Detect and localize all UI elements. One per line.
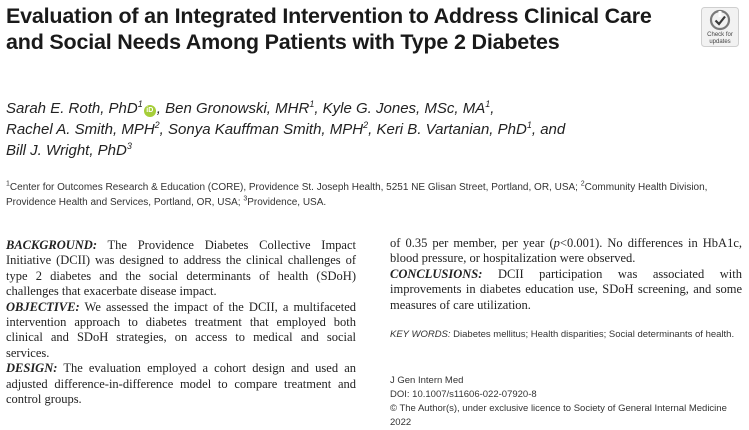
- badge-text-line2: updates: [709, 39, 731, 45]
- article-title: Evaluation of an Integrated Intervention to Address Clinical Care and Social Needs Among Patients with Type 2 Diabetes: [6, 4, 652, 54]
- author-affil-sup: 2: [154, 120, 160, 130]
- affil-text: Center for Outcomes Research & Education (CORE), Providence St. Joseph Health, 5251 NE Glisan Street, Portland, OR, USA;: [9, 182, 578, 193]
- section-label: OBJECTIVE:: [6, 299, 80, 314]
- article-meta: [390, 374, 742, 430]
- check-for-updates-badge[interactable]: [701, 7, 739, 47]
- author-affil-sup: 1: [526, 120, 532, 130]
- p-value-symbol: p: [553, 236, 560, 250]
- author-affil-sup: 2: [363, 120, 369, 130]
- affil-text: Providence, USA.: [247, 197, 327, 208]
- doi[interactable]: DOI: 10.1007/s11606-022-07920-8: [390, 389, 537, 400]
- affil-sup: 1: [6, 180, 10, 188]
- abstract-results-continued: [390, 236, 742, 267]
- copyright: © The Author(s), under exclusive licence to Society of General Internal Medicine 2022: [390, 403, 727, 428]
- affil-sup: 3: [243, 195, 248, 203]
- author-name[interactable]: Ben Gronowski, MHR: [165, 100, 310, 117]
- abstract-objective: [6, 300, 356, 362]
- author-affil-sup: 1: [485, 99, 491, 109]
- section-text: The Providence Diabetes Collective Impact Initiative (DCII) was designed to address the clinical challenges of type 2 diabetes and the social determinants of health (SDoH) challenges that exacerbate disease impact.: [6, 238, 356, 299]
- author-name[interactable]: Rachel A. Smith, MPH: [6, 121, 155, 138]
- results-text-b: <0.001). No differences in HbA1c, blood pressure, or hospitalization were observed.: [390, 236, 742, 266]
- keywords: [390, 328, 742, 342]
- section-text: The evaluation employed a cohort design and used an adjusted difference-in-difference model to compare treatment and control groups.: [6, 361, 356, 407]
- abstract-design: [6, 361, 356, 407]
- affiliations: [6, 180, 746, 210]
- author-affil-sup: 3: [126, 141, 132, 151]
- abstract-background: [6, 238, 356, 300]
- abstract-right-column: [390, 236, 742, 313]
- keywords-label: KEY WORDS:: [390, 329, 451, 340]
- section-label: CONCLUSIONS:: [390, 266, 483, 281]
- and-word: and: [540, 121, 566, 138]
- author-name[interactable]: Kyle G. Jones, MSc, MA: [322, 100, 486, 117]
- section-label: DESIGN:: [6, 361, 58, 376]
- section-text: We assessed the impact of the DCII, a multifaceted intervention approach to diabetes treatment that employed both clinical and SDoH strategies, on access to medical and social services.: [6, 299, 357, 360]
- author-name[interactable]: Keri B. Vartanian, PhD: [376, 121, 527, 138]
- author-name[interactable]: Sonya Kauffman Smith, MPH: [168, 121, 364, 138]
- section-label: BACKGROUND:: [6, 238, 97, 252]
- badge-text: [701, 32, 739, 46]
- section-text: DCII participation was associated with improvements in diabetes education use, SDoH screening, and some measures of care utilization.: [390, 266, 742, 312]
- affil-text: Community Health Division, Providence Health and Services, Portland, OR, USA;: [6, 182, 708, 208]
- author-name[interactable]: Bill J. Wright, PhD: [6, 142, 127, 159]
- author-list: Sarah E. Roth, PhD$^1$iD , Ben Gronowski, MHR$^1$, Kyle G. Jones, MSc, $MA^1$, Rachel A. Smith, MPH$^2$, Sonya Kauffman Smith, MPH$^2$, Keri B. Vartanian, PhD$^1$, and Bill J. Wright, PhD$^3$: [6, 99, 566, 159]
- badge-text-line1: Check for: [707, 32, 733, 38]
- author-affil-sup: 1: [309, 99, 315, 109]
- author-affil-sup: 1: [137, 99, 143, 109]
- results-text-a: of 0.35 per member, per year (: [390, 236, 554, 250]
- abstract-conclusions: [390, 267, 742, 313]
- affil-sup: 2: [580, 180, 585, 188]
- keywords-text: Diabetes mellitus; Health disparities; Social determinants of health.: [453, 329, 735, 340]
- abstract-left-column: [6, 238, 356, 407]
- journal-name: J Gen Intern Med: [390, 375, 464, 386]
- orcid-icon[interactable]: iD: [144, 105, 156, 117]
- author-name[interactable]: Sarah E. Roth, PhD: [6, 100, 138, 117]
